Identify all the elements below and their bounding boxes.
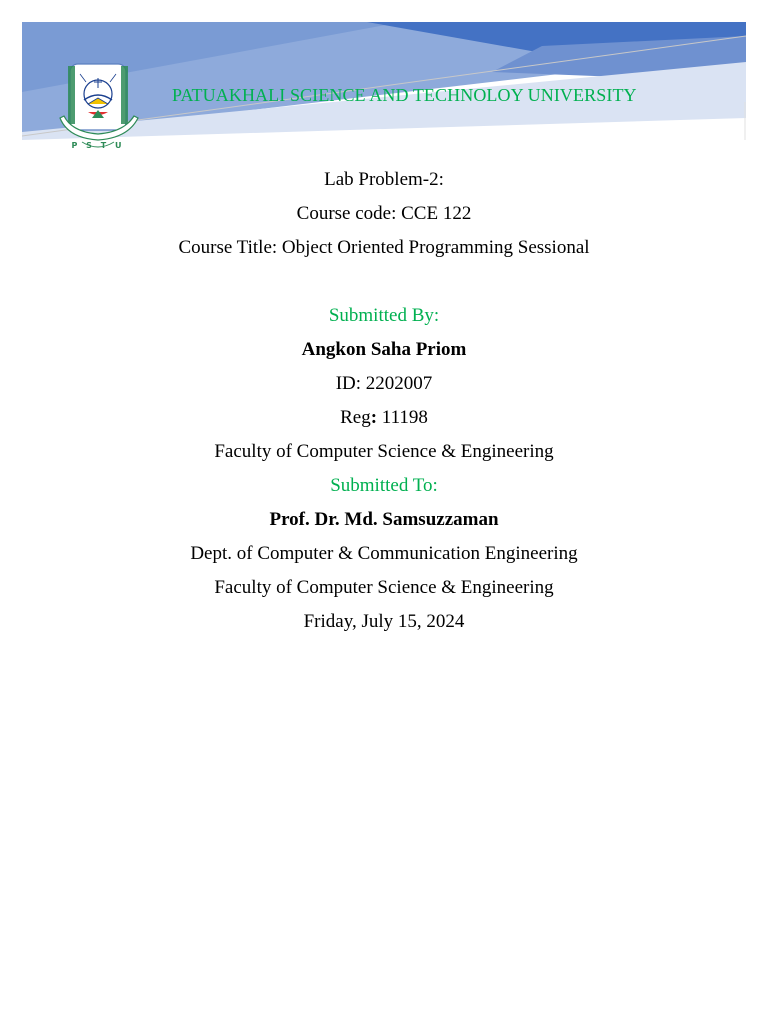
submitted-by-heading: Submitted By: bbox=[328, 305, 440, 326]
lab-problem-title: Lab Problem-2: bbox=[324, 169, 444, 190]
course-code: Course code: CCE 122 bbox=[296, 203, 472, 224]
teacher-dept: Dept. of Computer & Communication Engineering bbox=[190, 543, 578, 564]
reg-colon: : bbox=[370, 407, 378, 428]
blank-line bbox=[0, 265, 768, 299]
university-name: PATUAKHALI SCIENCE AND TECHNOLOY UNIVERSITY bbox=[172, 85, 637, 105]
teacher-name: Prof. Dr. Md. Samsuzzaman bbox=[269, 509, 499, 530]
cover-content bbox=[0, 163, 768, 639]
logo-text: P S T U bbox=[71, 141, 125, 150]
student-name: Angkon Saha Priom bbox=[301, 339, 467, 360]
student-id: ID: 2202007 bbox=[335, 373, 433, 394]
student-faculty: Faculty of Computer Science & Engineering bbox=[214, 441, 554, 462]
submission-date: Friday, July 15, 2024 bbox=[303, 611, 465, 632]
submitted-to-heading: Submitted To: bbox=[330, 475, 438, 496]
reg-value: 11198 bbox=[377, 407, 428, 428]
course-title: Course Title: Object Oriented Programming Sessional bbox=[178, 237, 590, 258]
university-logo bbox=[58, 60, 140, 152]
teacher-faculty: Faculty of Computer Science & Engineering bbox=[214, 577, 554, 598]
reg-label: Reg bbox=[340, 407, 371, 428]
logo-emblem bbox=[58, 60, 140, 152]
student-reg bbox=[0, 401, 768, 435]
